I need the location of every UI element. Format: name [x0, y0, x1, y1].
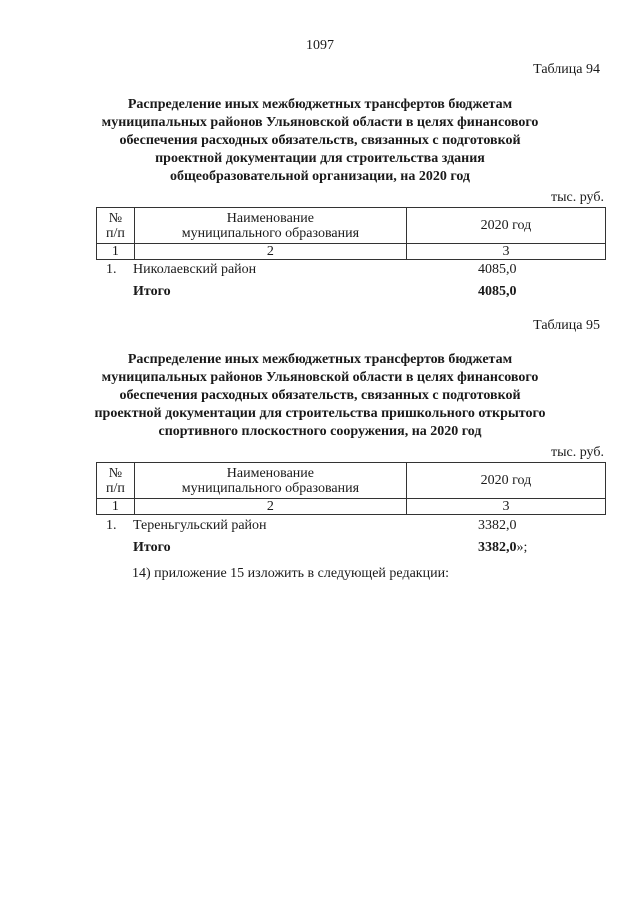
title-line: обеспечения расходных обязательств, связанных с подготовкой: [119, 133, 521, 148]
title-line: общеобразовательной организации, на 2020 год: [169, 169, 471, 184]
closing-quote: »;: [516, 540, 528, 555]
table-95-title: [90, 351, 550, 441]
title-line: муниципальных районов Ульяновской области в целях финансового: [101, 370, 539, 385]
row-value: 3382,0: [478, 518, 517, 533]
header-col-number: № п/п: [97, 208, 135, 244]
title-line: муниципальных районов Ульяновской области в целях финансового: [101, 115, 539, 130]
total-label: Итого: [133, 284, 171, 299]
units-label: тыс. руб.: [551, 445, 604, 460]
total-label: Итого: [133, 540, 171, 555]
total-value-wrap: [478, 540, 527, 556]
col-number-cell: 1: [97, 499, 135, 515]
row-name: Николаевский район: [133, 262, 257, 277]
total-value: 3382,0: [478, 540, 517, 555]
col-number-cell: 3: [406, 499, 605, 515]
row-number: 1.: [106, 262, 117, 277]
title-line: Распределение иных межбюджетных трансфертов бюджетам: [127, 97, 513, 112]
col-number-cell: 2: [134, 244, 406, 260]
table-94-header: [96, 207, 606, 260]
total-value: 4085,0: [478, 284, 517, 299]
header-col-year: 2020 год: [406, 208, 605, 244]
header-col-name: Наименование муниципального образования: [134, 463, 406, 499]
col-number-cell: 3: [406, 244, 605, 260]
row-value: 4085,0: [478, 262, 517, 277]
col-number-cell: 1: [97, 244, 135, 260]
table-95-label: Таблица 95: [533, 318, 600, 333]
page-number: 1097: [306, 38, 334, 53]
title-line: проектной документации для строительства здания: [155, 151, 485, 166]
table-row: [0, 518, 640, 538]
col-number-cell: 2: [134, 499, 406, 515]
total-row: [0, 284, 640, 304]
title-line: обеспечения расходных обязательств, связанных с подготовкой: [119, 388, 521, 403]
table-94-title: [90, 96, 550, 186]
instruction-text: 14) приложение 15 изложить в следующей редакции:: [132, 566, 449, 581]
row-number: 1.: [106, 518, 117, 533]
title-line: Распределение иных межбюджетных трансфертов бюджетам: [127, 352, 513, 367]
row-name: Тереньгульский район: [133, 518, 267, 533]
header-col-year: 2020 год: [406, 463, 605, 499]
table-row: [0, 262, 640, 282]
table-95-header: [96, 462, 606, 515]
title-line: проектной документации для строительства пришкольного открытого: [94, 406, 546, 421]
title-line: спортивного плоскостного сооружения, на 2020 год: [158, 424, 482, 439]
table-94-label: Таблица 94: [533, 62, 600, 77]
header-col-name: Наименование муниципального образования: [134, 208, 406, 244]
header-col-number: № п/п: [97, 463, 135, 499]
total-row: [0, 540, 640, 560]
units-label: тыс. руб.: [551, 190, 604, 205]
